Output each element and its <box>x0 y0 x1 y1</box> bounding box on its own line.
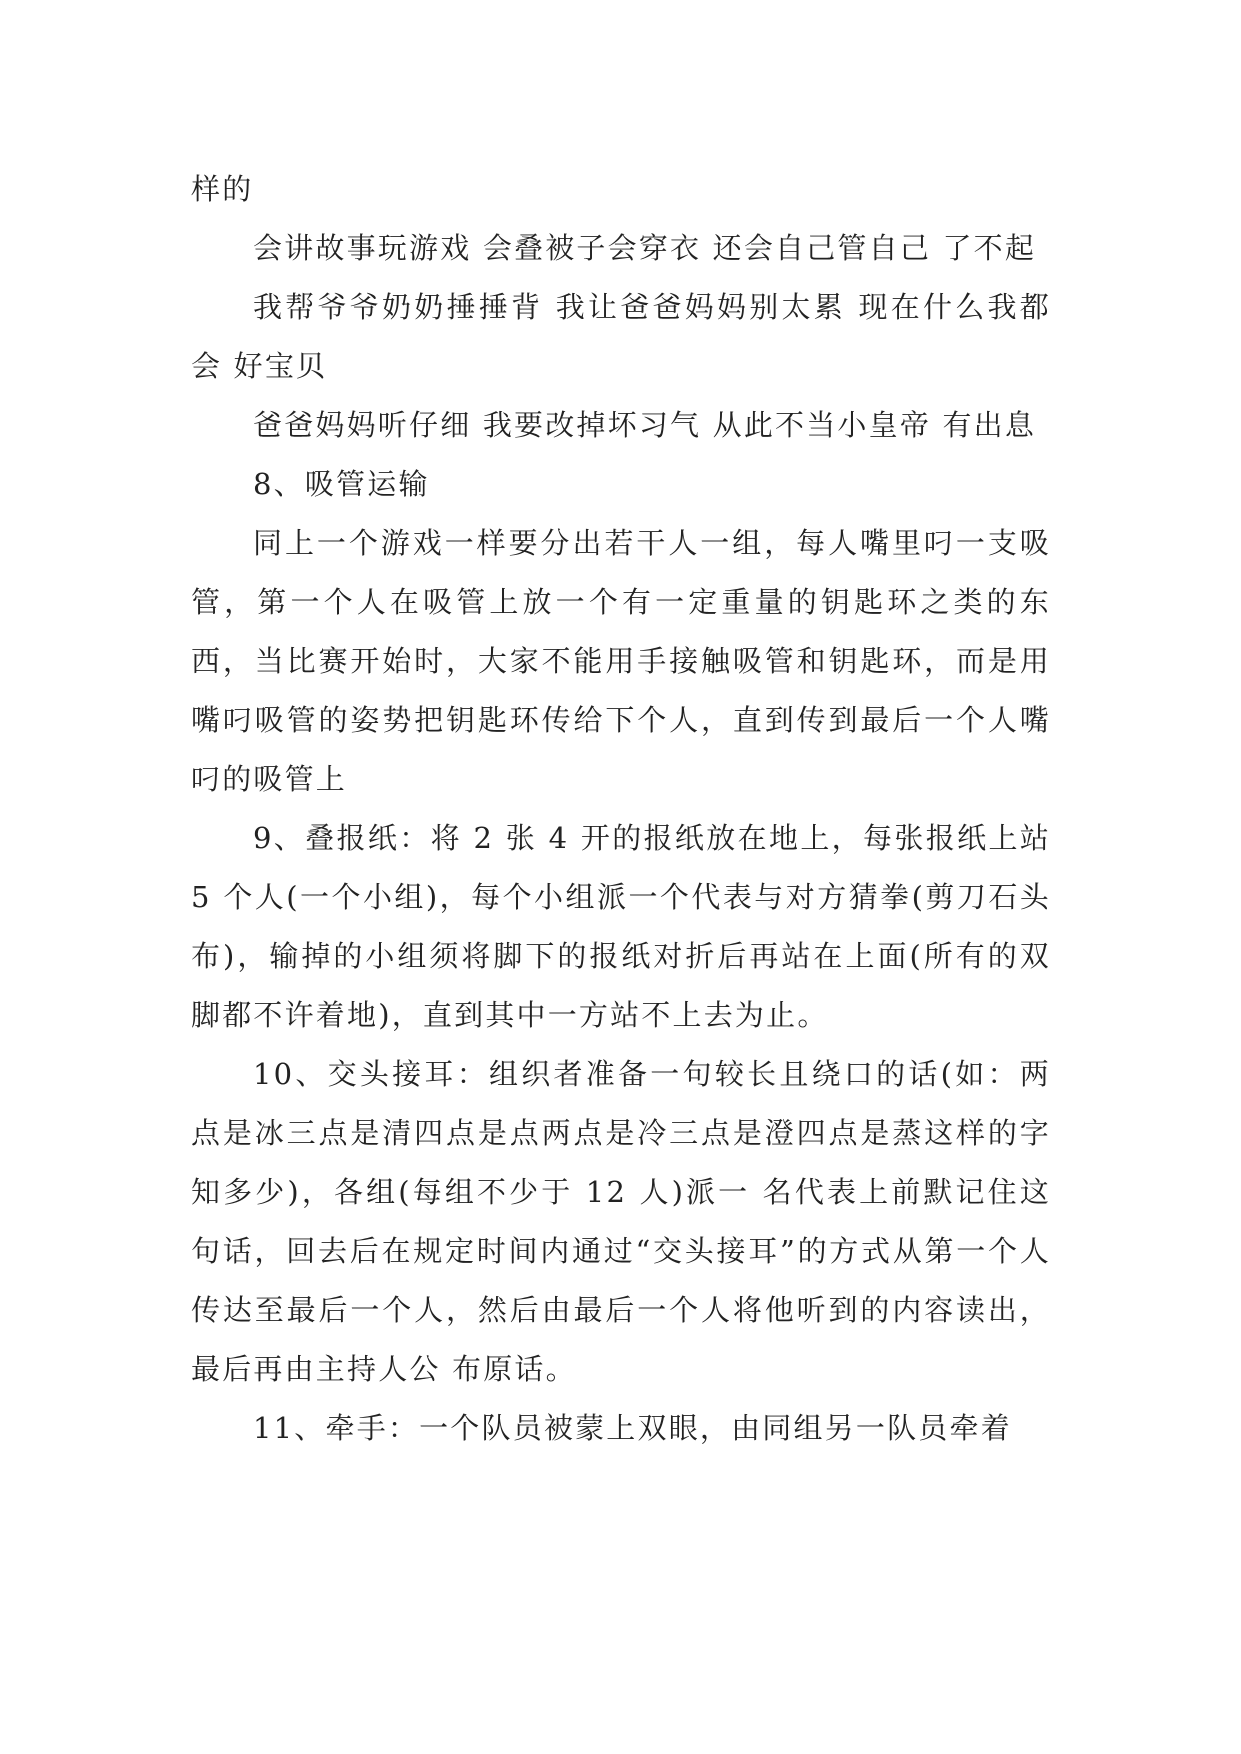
paragraph-fold-newspaper: 9、叠报纸：将 2 张 4 开的报纸放在地上，每张报纸上站 5 个人(一个小组)，每个小组派一个代表与对方猜拳(剪刀石头布)，输掉的小组须将脚下的报纸对折后再站在上面(所有的双脚都不许着地)，直到其中一方站不上去为止。 <box>191 821 1051 1032</box>
paragraph-continuation: 样的 <box>191 172 254 206</box>
paragraph-whisper-game: 10、交头接耳：组织者准备一句较长且绕口的话(如：两点是冰三点是清四点是点两点是冷三点是澄四点是蒸这样的字知多少)，各组(每组不少于 12 人)派一 名代表上前默记住这句话，回去后在规定时间内通过“交头接耳”的方式从第一个人传达至最后一个人，然后由最后一个人将他听到的内容读出，最后再由主持人公 布原话。 <box>191 1057 1051 1386</box>
document-body <box>191 160 1051 1458</box>
paragraph-song-verse-3: 爸爸妈妈听仔细 我要改掉坏习气 从此不当小皇帝 有出息 <box>253 408 1037 442</box>
section-heading-straw-transport: 8、吸管运输 <box>253 467 430 501</box>
paragraph-song-verse-2: 我帮爷爷奶奶捶捶背 我让爸爸妈妈别太累 现在什么我都会 好宝贝 <box>191 290 1051 383</box>
paragraph-song-verse-1: 会讲故事玩游戏 会叠被子会穿衣 还会自己管自己 了不起 <box>253 231 1037 265</box>
paragraph-hand-leading: 11、牵手：一个队员被蒙上双眼，由同组另一队员牵着 <box>253 1411 1012 1445</box>
paragraph-straw-transport-rules: 同上一个游戏一样要分出若干人一组，每人嘴里叼一支吸管，第一个人在吸管上放一个有一定重量的钥匙环之类的东西，当比赛开始时，大家不能用手接触吸管和钥匙环，而是用嘴叼吸管的姿势把钥匙环传给下个人，直到传到最后一个人嘴叼的吸管上 <box>191 526 1051 796</box>
